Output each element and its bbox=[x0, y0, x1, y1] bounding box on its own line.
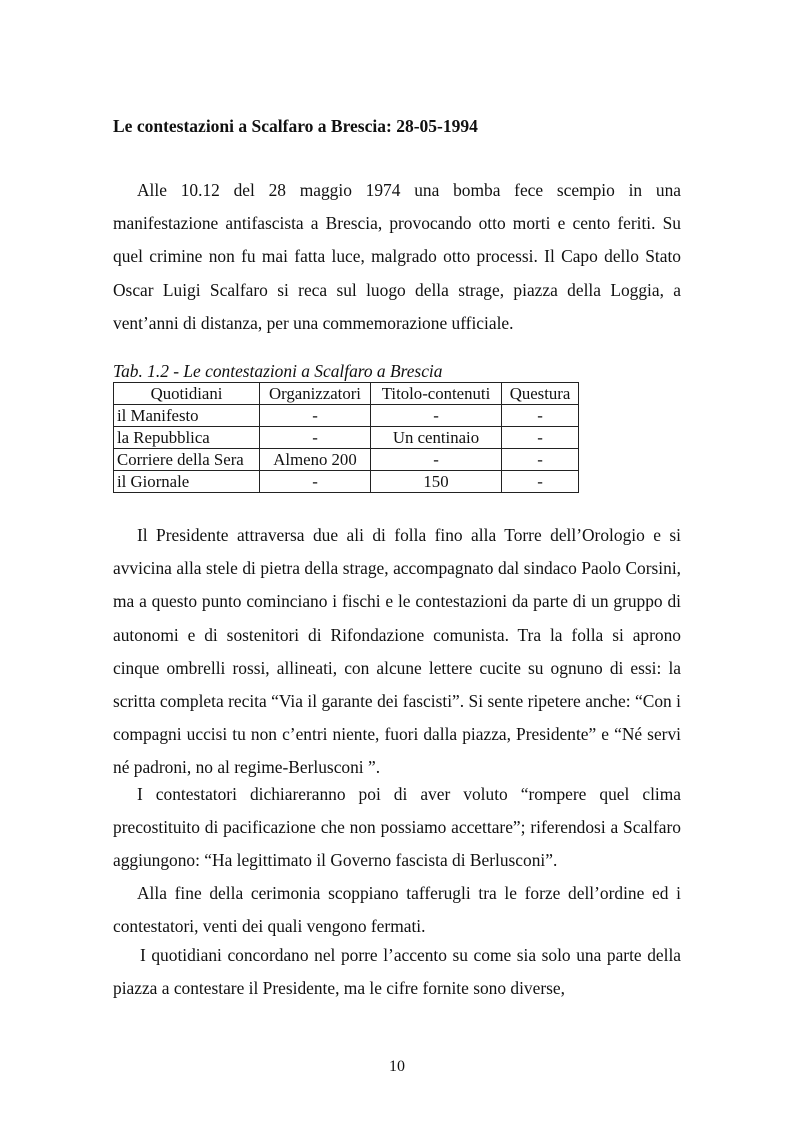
paragraph-intro: Alle 10.12 del 28 maggio 1974 una bomba fece scempio in una manifestazione antifascista a Brescia, provocando otto morti e cento feriti. Su quel crimine non fu mai fatta luce, malgrado otto processi. Il Capo dello Stato Oscar Luigi Scalfaro si reca sul luogo della strage, piazza della Loggia, a vent’anni di distanza, per una commemorazione ufficiale. bbox=[113, 180, 681, 333]
table-row bbox=[114, 449, 579, 471]
cell-titolo-contenuti: - bbox=[371, 449, 502, 471]
paragraph-newspapers: I quotidiani concordano nel porre l’accento su come sia solo una parte della piazza a contestare il Presidente, ma le cifre fornite sono diverse, bbox=[113, 945, 681, 999]
cell-questura: - bbox=[502, 427, 579, 449]
paragraph-president: Il Presidente attraversa due ali di folla fino alla Torre dell’Orologio e si avvicina alla stele di pietra della strage, accompagnato dal sindaco Paolo Corsini, ma a questo punto cominciano i fischi e le contestazioni da parte di un gruppo di autonomi e di sostenitori di Rifondazione comunista. Tra la folla si aprono cinque ombrelli rossi, allineati, con alcune lettere cucite su ognuno di essi: la scritta completa recita “Via il garante dei fascisti”. Si sente ripetere anche: “Con i compagni uccisi tu non c’entri niente, fuori dalla piazza, Presidente” e “Né servi né padroni, no al regime-Berlusconi ”. bbox=[113, 525, 681, 778]
document-page bbox=[113, 0, 681, 1123]
table-caption: Tab. 1.2 - Le contestazioni a Scalfaro a Brescia bbox=[113, 361, 443, 381]
paragraph-protesters: I contestatori dichiareranno poi di aver voluto “rompere quel clima precostituito di pacificazione che non possiamo accettare”; riferendosi a Scalfaro aggiungono: “Ha legittimato il Governo fascista di Berlusconi”. bbox=[113, 784, 681, 871]
cell-organizzatori: Almeno 200 bbox=[260, 449, 371, 471]
cell-organizzatori: - bbox=[260, 405, 371, 427]
column-header-quotidiani: Quotidiani bbox=[114, 383, 260, 405]
column-header-questura: Questura bbox=[502, 383, 579, 405]
table-row bbox=[114, 471, 579, 493]
table-row bbox=[114, 405, 579, 427]
cell-newspaper: il Manifesto bbox=[114, 405, 260, 427]
column-header-titolo-contenuti: Titolo-contenuti bbox=[371, 383, 502, 405]
paragraph-clashes: Alla fine della cerimonia scoppiano tafferugli tra le forze dell’ordine ed i contestatori, venti dei quali vengono fermati. bbox=[113, 883, 681, 937]
page-number: 10 bbox=[389, 1058, 405, 1075]
section-heading: Le contestazioni a Scalfaro a Brescia: 28-05-1994 bbox=[113, 116, 478, 136]
cell-newspaper: il Giornale bbox=[114, 471, 260, 493]
cell-questura: - bbox=[502, 471, 579, 493]
cell-organizzatori: - bbox=[260, 471, 371, 493]
cell-organizzatori: - bbox=[260, 427, 371, 449]
cell-titolo-contenuti: Un centinaio bbox=[371, 427, 502, 449]
table-header-row bbox=[114, 383, 579, 405]
table-row bbox=[114, 427, 579, 449]
cell-newspaper: la Repubblica bbox=[114, 427, 260, 449]
column-header-organizzatori: Organizzatori bbox=[260, 383, 371, 405]
cell-titolo-contenuti: - bbox=[371, 405, 502, 427]
cell-questura: - bbox=[502, 449, 579, 471]
cell-newspaper: Corriere della Sera bbox=[114, 449, 260, 471]
cell-questura: - bbox=[502, 405, 579, 427]
newspaper-figures-table bbox=[113, 382, 579, 493]
cell-titolo-contenuti: 150 bbox=[371, 471, 502, 493]
